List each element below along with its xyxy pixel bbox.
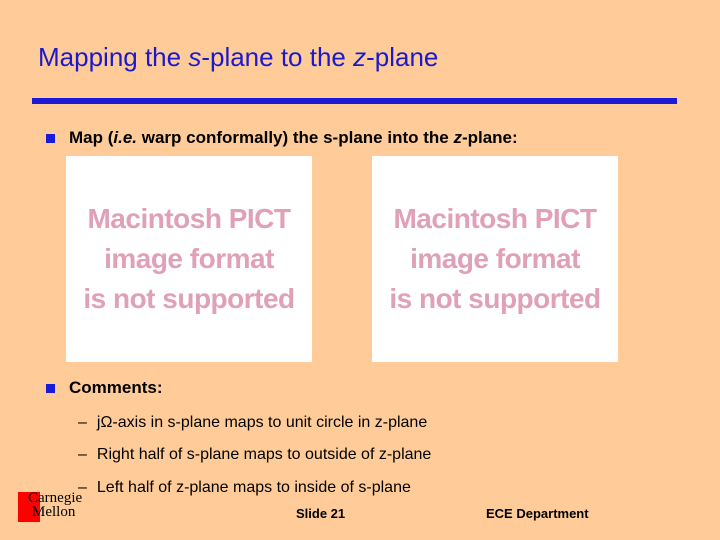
bullet-square-icon <box>46 134 55 143</box>
bullet-part: warp conformally) the s-plane into the <box>137 128 454 147</box>
footer-department: ECE Department <box>486 506 589 521</box>
bullet-map <box>46 128 518 148</box>
carnegie-mellon-logo <box>18 484 83 526</box>
title-underline <box>32 98 677 104</box>
dash-marker: – <box>78 479 87 496</box>
sub-item-text: jΩ-axis in s-plane maps to unit circle in z-plane <box>96 414 428 431</box>
bullet-text: Comments: <box>69 378 163 397</box>
bullet-part: z <box>453 128 462 147</box>
slide-title <box>38 42 438 73</box>
title-part: -plane <box>366 42 439 72</box>
bullet-text <box>69 128 518 148</box>
sub-item-text: Left half of z-plane maps to inside of s-plane <box>96 479 411 496</box>
sub-item <box>78 414 427 432</box>
image-placeholder-text: Macintosh PICT image format is not supported <box>83 203 295 314</box>
title-part: Mapping the <box>38 42 189 72</box>
bullet-square-icon <box>46 384 55 393</box>
logo-line1: Carnegie <box>28 490 83 506</box>
title-part: s <box>188 42 202 72</box>
image-placeholder-right <box>372 156 618 362</box>
bullet-comments <box>46 378 163 398</box>
bullet-part: -plane: <box>461 128 518 147</box>
bullet-part: i.e. <box>113 128 138 147</box>
image-placeholder-left <box>66 156 312 362</box>
sub-item <box>78 446 431 464</box>
sub-item-text: Right half of s-plane maps to outside of z-plane <box>96 446 432 463</box>
bullet-part: Map ( <box>69 128 114 147</box>
sub-item <box>78 479 411 497</box>
image-placeholder-text: Macintosh PICT image format is not supported <box>389 203 601 314</box>
title-part: -plane to the <box>201 42 354 72</box>
logo-line2: Mellon <box>32 504 76 520</box>
slide-number: Slide 21 <box>296 506 346 521</box>
dash-marker: – <box>78 414 87 431</box>
dash-marker: – <box>78 446 87 463</box>
title-part: z <box>353 42 367 72</box>
